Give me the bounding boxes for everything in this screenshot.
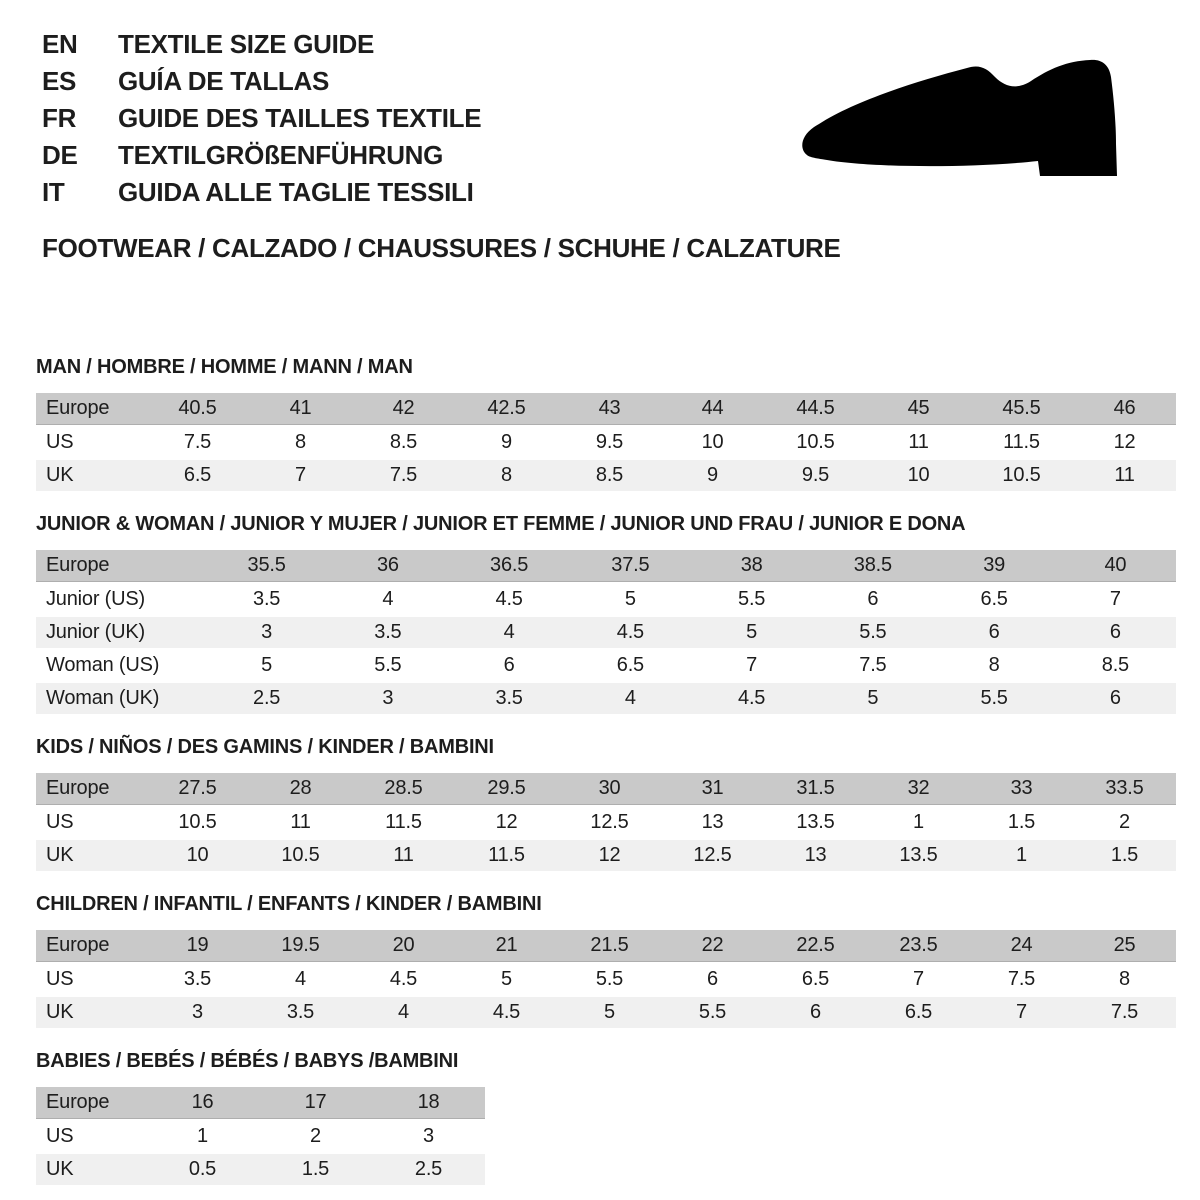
size-value: 4 <box>449 617 570 648</box>
size-value: 10.5 <box>970 460 1073 491</box>
europe-size-value: 30 <box>558 773 661 805</box>
section-title-man: MAN / HOMBRE / HOMME / MANN / MAN <box>36 356 413 378</box>
size-value: 4 <box>249 964 352 995</box>
size-value: 5 <box>570 584 691 615</box>
size-value: 5.5 <box>327 650 448 681</box>
size-value: 5.5 <box>934 683 1055 714</box>
section-title-children: CHILDREN / INFANTIL / ENFANTS / KINDER / BAMBINI <box>36 893 542 915</box>
europe-size-value: 18 <box>372 1087 485 1119</box>
europe-size-value: 44.5 <box>764 393 867 425</box>
size-value: 3 <box>146 997 249 1028</box>
size-value: 9.5 <box>558 427 661 458</box>
europe-size-value: 21 <box>455 930 558 962</box>
europe-size-value: 42 <box>352 393 455 425</box>
europe-size-value: 33 <box>970 773 1073 805</box>
header-row <box>36 1087 485 1119</box>
row-label: Europe <box>36 773 146 805</box>
size-value: 11 <box>1073 460 1176 491</box>
size-value: 13.5 <box>764 807 867 838</box>
size-value: 3 <box>206 617 327 648</box>
size-value: 7.5 <box>970 964 1073 995</box>
size-value: 6 <box>449 650 570 681</box>
section-title-junior-woman: JUNIOR & WOMAN / JUNIOR Y MUJER / JUNIOR ET FEMME / JUNIOR UND FRAU / JUNIOR E DONA <box>36 513 966 535</box>
size-value: 2.5 <box>206 683 327 714</box>
europe-size-value: 36 <box>327 550 448 582</box>
header-row <box>36 393 1176 425</box>
europe-size-value: 35.5 <box>206 550 327 582</box>
europe-size-value: 38 <box>691 550 812 582</box>
size-value: 3 <box>372 1121 485 1152</box>
europe-size-value: 25 <box>1073 930 1176 962</box>
size-value: 2 <box>1073 807 1176 838</box>
size-value: 3.5 <box>327 617 448 648</box>
europe-size-value: 32 <box>867 773 970 805</box>
europe-size-value: 41 <box>249 393 352 425</box>
europe-size-value: 37.5 <box>570 550 691 582</box>
row-label: Europe <box>36 930 146 962</box>
guide-title-it: GUIDA ALLE TAGLIE TESSILI <box>118 177 474 207</box>
header-row <box>36 550 1176 582</box>
size-value: 1 <box>146 1121 259 1152</box>
row-label: Europe <box>36 1087 146 1119</box>
size-value: 9.5 <box>764 460 867 491</box>
section-title-babies: BABIES / BEBÉS / BÉBÉS / BABYS /BAMBINI <box>36 1050 459 1072</box>
europe-size-value: 45.5 <box>970 393 1073 425</box>
size-value: 4.5 <box>691 683 812 714</box>
size-value: 6 <box>934 617 1055 648</box>
size-value: 4.5 <box>449 584 570 615</box>
header-row <box>36 930 1176 962</box>
size-value: 8.5 <box>1055 650 1176 681</box>
size-value: 10 <box>867 460 970 491</box>
size-value: 12.5 <box>558 807 661 838</box>
size-value: 11.5 <box>970 427 1073 458</box>
size-value: 12 <box>1073 427 1176 458</box>
europe-size-value: 45 <box>867 393 970 425</box>
size-table-man <box>36 391 1176 493</box>
size-value: 6 <box>812 584 933 615</box>
table-row <box>36 1154 485 1185</box>
size-value: 3.5 <box>449 683 570 714</box>
row-label: US <box>36 427 146 458</box>
size-value: 7 <box>970 997 1073 1028</box>
size-value: 10.5 <box>249 840 352 871</box>
table-row <box>36 997 1176 1028</box>
europe-size-value: 44 <box>661 393 764 425</box>
size-value: 4.5 <box>570 617 691 648</box>
size-value: 8 <box>249 427 352 458</box>
table-row <box>36 807 1176 838</box>
size-value: 5.5 <box>558 964 661 995</box>
size-value: 1 <box>970 840 1073 871</box>
size-value: 1.5 <box>1073 840 1176 871</box>
size-value: 2 <box>259 1121 372 1152</box>
size-value: 5 <box>455 964 558 995</box>
size-value: 9 <box>455 427 558 458</box>
size-value: 4.5 <box>352 964 455 995</box>
row-label: UK <box>36 1154 146 1185</box>
section-children <box>36 893 1200 1030</box>
size-value: 7.5 <box>146 427 249 458</box>
europe-size-value: 21.5 <box>558 930 661 962</box>
language-code: IT <box>42 177 65 207</box>
europe-size-value: 19.5 <box>249 930 352 962</box>
size-value: 7 <box>867 964 970 995</box>
europe-size-value: 22.5 <box>764 930 867 962</box>
row-label: UK <box>36 840 146 871</box>
size-value: 3 <box>327 683 448 714</box>
europe-size-value: 17 <box>259 1087 372 1119</box>
europe-size-value: 31 <box>661 773 764 805</box>
size-value: 5 <box>206 650 327 681</box>
size-value: 10.5 <box>146 807 249 838</box>
section-title-kids: KIDS / NIÑOS / DES GAMINS / KINDER / BAMBINI <box>36 736 494 758</box>
size-value: 8 <box>455 460 558 491</box>
section-babies <box>36 1050 1200 1187</box>
size-value: 6 <box>1055 683 1176 714</box>
europe-size-value: 29.5 <box>455 773 558 805</box>
guide-title-es: GUÍA DE TALLAS <box>118 66 330 96</box>
shoe-icon <box>795 56 1140 190</box>
size-value: 7 <box>1055 584 1176 615</box>
size-value: 5 <box>691 617 812 648</box>
size-value: 4 <box>570 683 691 714</box>
europe-size-value: 38.5 <box>812 550 933 582</box>
europe-size-value: 27.5 <box>146 773 249 805</box>
size-value: 8.5 <box>558 460 661 491</box>
europe-size-value: 19 <box>146 930 249 962</box>
row-label: Woman (US) <box>36 650 206 681</box>
size-value: 8.5 <box>352 427 455 458</box>
europe-size-value: 40 <box>1055 550 1176 582</box>
size-value: 5.5 <box>812 617 933 648</box>
size-value: 10.5 <box>764 427 867 458</box>
size-value: 6 <box>1055 617 1176 648</box>
size-value: 6.5 <box>146 460 249 491</box>
size-value: 5.5 <box>661 997 764 1028</box>
language-code: ES <box>42 66 77 96</box>
guide-title-en: TEXTILE SIZE GUIDE <box>118 29 375 59</box>
size-value: 7.5 <box>352 460 455 491</box>
guide-title-fr: GUIDE DES TAILLES TEXTILE <box>118 103 482 133</box>
europe-size-value: 20 <box>352 930 455 962</box>
size-value: 4.5 <box>455 997 558 1028</box>
size-value: 8 <box>1073 964 1176 995</box>
size-value: 11 <box>867 427 970 458</box>
row-label: US <box>36 1121 146 1152</box>
size-value: 3.5 <box>146 964 249 995</box>
europe-size-value: 42.5 <box>455 393 558 425</box>
table-row <box>36 427 1176 458</box>
table-row <box>36 964 1176 995</box>
size-value: 7 <box>249 460 352 491</box>
row-label: UK <box>36 997 146 1028</box>
size-value: 6.5 <box>867 997 970 1028</box>
size-value: 4 <box>327 584 448 615</box>
language-code: DE <box>42 140 78 170</box>
header-row <box>36 773 1176 805</box>
size-value: 7 <box>691 650 812 681</box>
europe-size-value: 43 <box>558 393 661 425</box>
size-value: 6.5 <box>764 964 867 995</box>
size-value: 7.5 <box>812 650 933 681</box>
size-value: 2.5 <box>372 1154 485 1185</box>
size-table-children <box>36 928 1176 1030</box>
table-row <box>36 840 1176 871</box>
table-row <box>36 460 1176 491</box>
size-value: 13.5 <box>867 840 970 871</box>
size-table-kids <box>36 771 1176 873</box>
size-value: 9 <box>661 460 764 491</box>
row-label: US <box>36 964 146 995</box>
size-value: 11 <box>249 807 352 838</box>
europe-size-value: 28 <box>249 773 352 805</box>
size-value: 0.5 <box>146 1154 259 1185</box>
size-value: 11 <box>352 840 455 871</box>
europe-size-value: 23.5 <box>867 930 970 962</box>
row-label: Woman (UK) <box>36 683 206 714</box>
size-tables-container <box>0 356 1200 1187</box>
category-line: FOOTWEAR / CALZADO / CHAUSSURES / SCHUHE / CALZATURE <box>42 233 841 263</box>
table-row <box>36 683 1176 714</box>
section-kids <box>36 736 1200 873</box>
size-value: 3.5 <box>206 584 327 615</box>
europe-size-value: 36.5 <box>449 550 570 582</box>
europe-size-value: 28.5 <box>352 773 455 805</box>
size-value: 6 <box>661 964 764 995</box>
size-value: 8 <box>934 650 1055 681</box>
size-value: 5.5 <box>691 584 812 615</box>
size-value: 12.5 <box>661 840 764 871</box>
row-label: Europe <box>36 550 206 582</box>
size-table-babies <box>36 1085 485 1187</box>
section-junior-woman <box>36 513 1200 716</box>
size-value: 12 <box>455 807 558 838</box>
size-value: 6.5 <box>934 584 1055 615</box>
table-row <box>36 617 1176 648</box>
language-code: EN <box>42 29 78 59</box>
size-value: 6 <box>764 997 867 1028</box>
size-value: 12 <box>558 840 661 871</box>
size-value: 10 <box>146 840 249 871</box>
size-table-junior-woman <box>36 548 1176 716</box>
table-row <box>36 650 1176 681</box>
row-label: Europe <box>36 393 146 425</box>
europe-size-value: 24 <box>970 930 1073 962</box>
row-label: Junior (US) <box>36 584 206 615</box>
size-value: 4 <box>352 997 455 1028</box>
europe-size-value: 46 <box>1073 393 1176 425</box>
size-value: 5 <box>812 683 933 714</box>
europe-size-value: 39 <box>934 550 1055 582</box>
size-value: 11.5 <box>352 807 455 838</box>
row-label: US <box>36 807 146 838</box>
europe-size-value: 33.5 <box>1073 773 1176 805</box>
size-value: 13 <box>764 840 867 871</box>
size-value: 5 <box>558 997 661 1028</box>
europe-size-value: 22 <box>661 930 764 962</box>
size-value: 10 <box>661 427 764 458</box>
section-man <box>36 356 1200 493</box>
guide-title-de: TEXTILGRÖßENFÜHRUNG <box>118 140 444 170</box>
size-value: 1.5 <box>970 807 1073 838</box>
size-value: 1.5 <box>259 1154 372 1185</box>
table-row <box>36 584 1176 615</box>
language-code: FR <box>42 103 77 133</box>
size-value: 6.5 <box>570 650 691 681</box>
europe-size-value: 31.5 <box>764 773 867 805</box>
table-row <box>36 1121 485 1152</box>
size-value: 1 <box>867 807 970 838</box>
size-value: 3.5 <box>249 997 352 1028</box>
size-value: 13 <box>661 807 764 838</box>
row-label: UK <box>36 460 146 491</box>
row-label: Junior (UK) <box>36 617 206 648</box>
europe-size-value: 40.5 <box>146 393 249 425</box>
size-value: 11.5 <box>455 840 558 871</box>
size-value: 7.5 <box>1073 997 1176 1028</box>
europe-size-value: 16 <box>146 1087 259 1119</box>
